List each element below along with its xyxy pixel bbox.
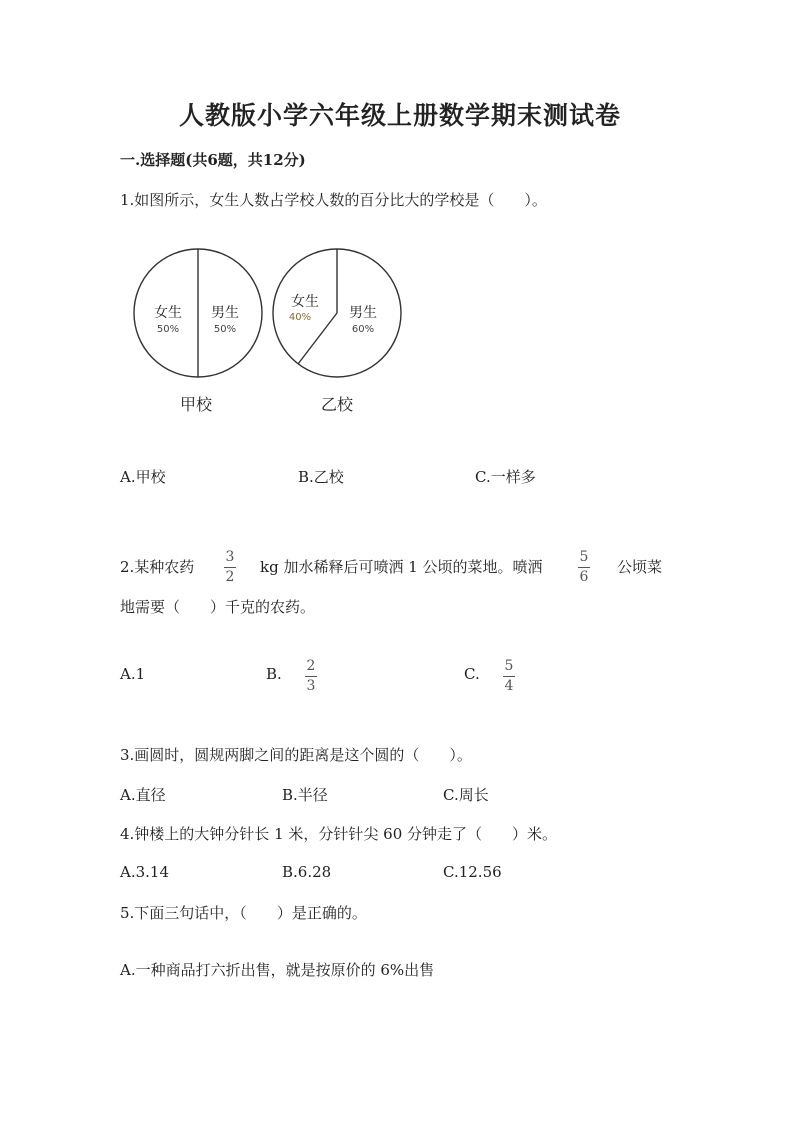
fraction-denominator: 2	[225, 569, 235, 585]
pie-b-left-pct: 40%	[288, 312, 312, 323]
question-2-text-c: 公顷菜	[617, 558, 663, 576]
pie-a-right-label: 男生	[211, 305, 239, 321]
fraction-numerator: 3	[225, 549, 235, 565]
pie-a-caption: 甲校	[179, 395, 213, 414]
q3-option-b: B.半径	[282, 786, 328, 804]
q1-option-c: C.一样多	[475, 468, 536, 486]
pie-a-left-label: 女生	[154, 305, 182, 321]
question-2-text-a: 2.某种农药	[120, 558, 195, 576]
fraction-numerator: 5	[504, 658, 514, 674]
pie-chart-figure	[125, 240, 415, 420]
q2-option-b-fraction	[305, 658, 317, 695]
q4-option-b: B.6.28	[282, 863, 332, 881]
q4-option-a: A.3.14	[120, 863, 169, 881]
q2-option-a: A.1	[120, 665, 146, 683]
pie-a-right-pct: 50%	[213, 324, 237, 335]
fraction-denominator: 3	[306, 678, 316, 694]
fraction-5-6	[578, 549, 590, 586]
q2-option-c-fraction	[503, 658, 515, 695]
pie-b-right-label: 男生	[349, 305, 377, 321]
fraction-denominator: 6	[579, 569, 589, 585]
fraction-denominator: 4	[504, 678, 514, 694]
section-heading: 一.选择题(共6题，共12分)	[120, 151, 306, 169]
q3-option-c: C.周长	[443, 786, 489, 804]
q4-option-c: C.12.56	[443, 863, 502, 881]
pie-b-left-label: 女生	[291, 294, 319, 310]
question-1-text: 1.如图所示，女生人数占学校人数的百分比大的学校是（ ）。	[120, 191, 547, 209]
question-4-text: 4.钟楼上的大钟分针长 1 米，分针针尖 60 分钟走了（ ）米。	[120, 825, 558, 843]
pie-a-left-pct: 50%	[156, 324, 180, 335]
q1-option-a: A.甲校	[120, 468, 166, 486]
fraction-bar	[578, 567, 590, 568]
fraction-3-2	[224, 549, 236, 586]
question-3-text: 3.画圆时，圆规两脚之间的距离是这个圆的（ ）。	[120, 746, 472, 764]
fraction-numerator: 5	[579, 549, 589, 565]
pie-b-right-pct: 60%	[351, 324, 375, 335]
question-5-text: 5.下面三句话中，（ ）是正确的。	[120, 904, 367, 922]
fraction-bar	[503, 676, 515, 677]
question-2-text-b: kg 加水稀释后可喷洒 1 公顷的菜地。喷洒	[260, 558, 543, 576]
fraction-bar	[224, 567, 236, 568]
q2-option-b-label: B.	[266, 665, 282, 683]
q1-option-b: B.乙校	[298, 468, 344, 486]
fraction-numerator: 2	[306, 658, 316, 674]
fraction-bar	[305, 676, 317, 677]
pie-b-caption: 乙校	[320, 395, 354, 414]
q3-option-a: A.直径	[120, 786, 166, 804]
question-2-line-2: 地需要（ ）千克的农药。	[120, 598, 316, 616]
q5-option-a: A.一种商品打六折出售，就是按原价的 6%出售	[120, 961, 435, 979]
page-title: 人教版小学六年级上册数学期末测试卷	[178, 101, 621, 130]
q2-option-c-label: C.	[464, 665, 480, 683]
